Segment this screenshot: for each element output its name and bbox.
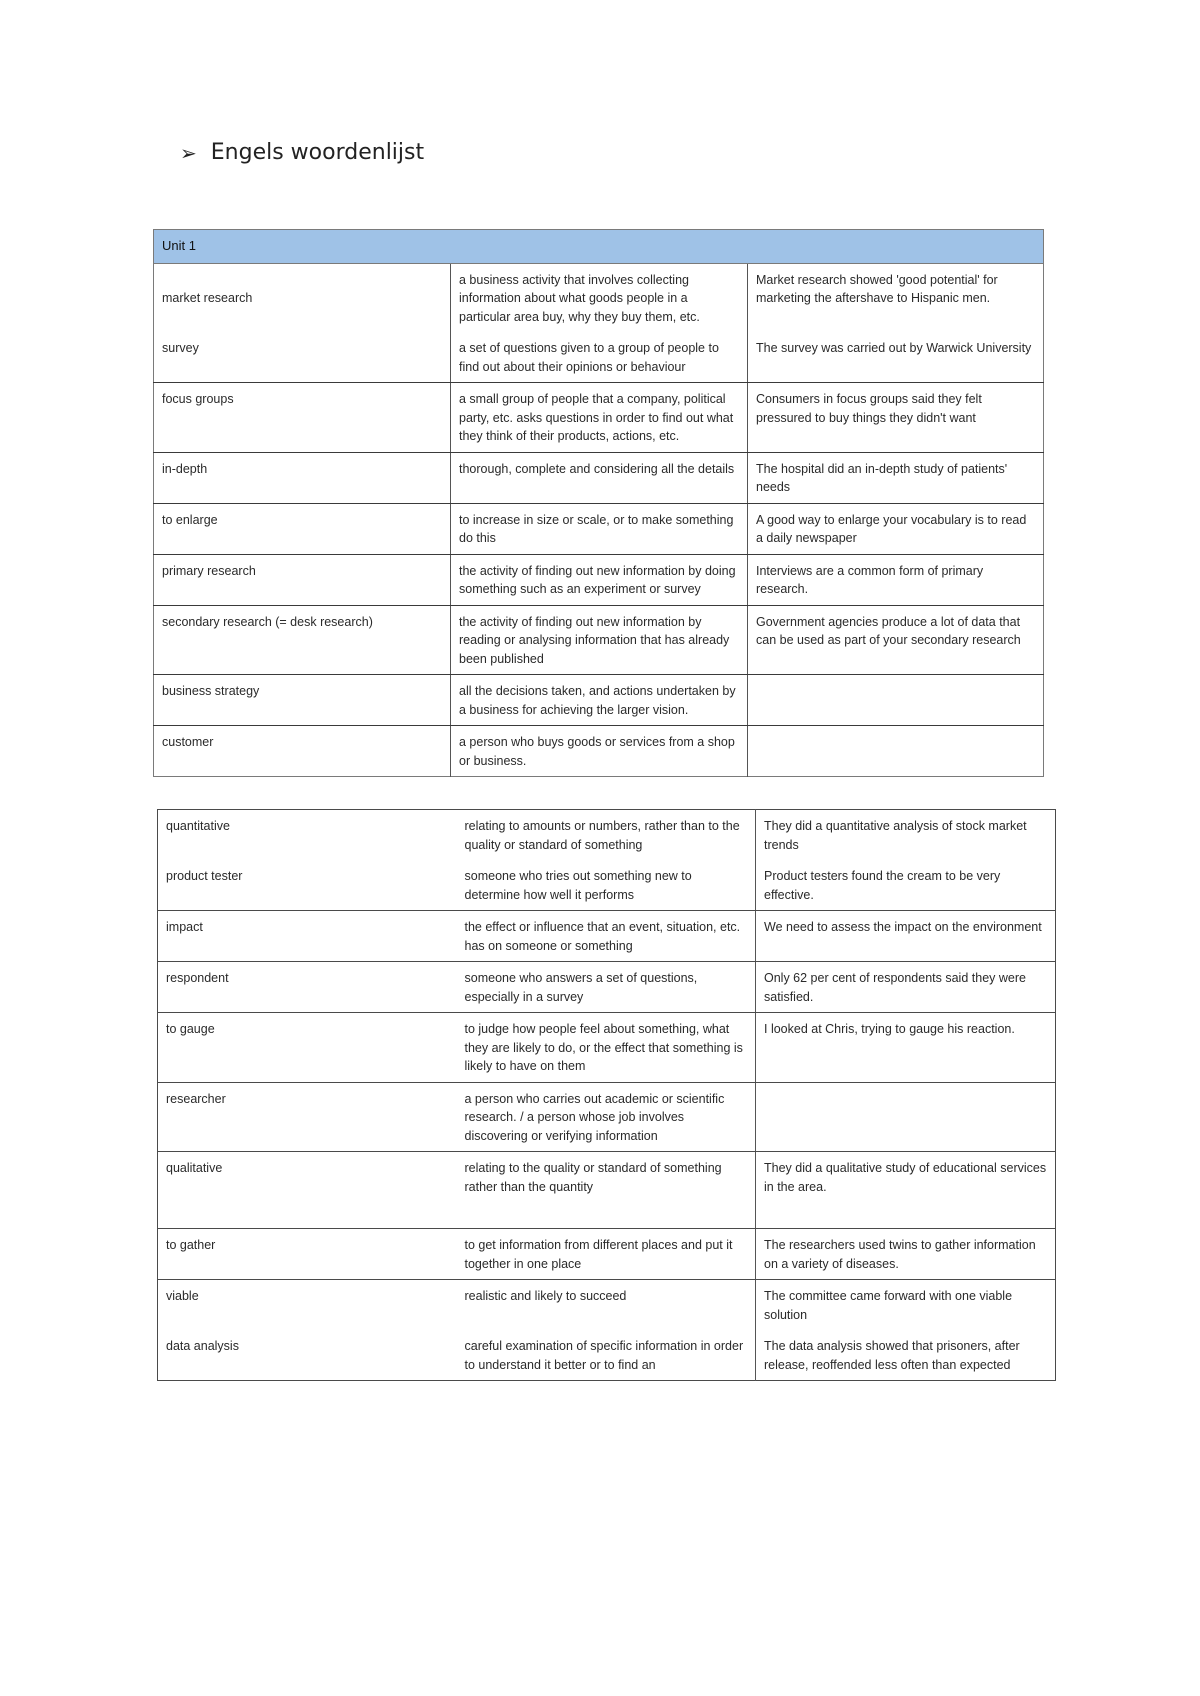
definition-cell: to increase in size or scale, or to make something do this [451,503,748,554]
example-cell: They did a quantitative analysis of stock market trends [764,819,1027,852]
definition-cell: the activity of finding out new information by reading or analysing information that has already been published [451,605,748,675]
example-cell: Consumers in focus groups said they felt pressured to buy things they didn't want [748,383,1044,453]
example-cell [748,726,1044,777]
definition-cell: all the decisions taken, and actions undertaken by a business for achieving the larger vision. [451,675,748,726]
term-cell: to gather [158,1229,457,1280]
table-row [158,1229,1056,1280]
term-cell: in-depth [154,452,451,503]
example-cell: Market research showed 'good potential' for marketing the aftershave to Hispanic men. [756,272,998,305]
example-cell: Only 62 per cent of respondents said they were satisfied. [756,962,1056,1013]
term-cell: market research [154,263,451,332]
example-cell: The data analysis showed that prisoners, after release, reoffended less often than expected [764,1339,1020,1372]
definition-cell: a person who carries out academic or scientific research. / a person whose job involves discovering or verifying information [457,1082,756,1152]
example-cell: Interviews are a common form of primary research. [748,554,1044,605]
term-cell: secondary research (= desk research) [154,605,451,675]
table-row [154,503,1044,554]
term-cell: to gauge [158,1013,457,1083]
table-row [154,726,1044,777]
example-cell [748,675,1044,726]
term-cell: product tester [158,860,457,911]
page-heading [180,140,424,165]
definition-cell: relating to amounts or numbers, rather than to the quality or standard of something [457,810,756,861]
definition-cell: relating to the quality or standard of something rather than the quantity [457,1152,756,1229]
table-row [158,860,1056,911]
term-cell: business strategy [154,675,451,726]
term-cell: respondent [158,962,457,1013]
definition-cell: careful examination of specific information in order to understand it better or to find an [457,1330,756,1381]
term-cell: quantitative [166,819,230,833]
unit-label: Unit 1 [154,230,1044,264]
term-cell: viable [166,1289,199,1303]
table-row [158,1013,1056,1083]
term-cell: to enlarge [154,503,451,554]
definition-cell: a business activity that involves collecting information about what goods people in a particular area buy, why they buy them, etc. [451,263,748,332]
definition-cell: a set of questions given to a group of people to find out about their opinions or behaviour [451,332,748,383]
table-row [154,605,1044,675]
arrow-bullet-icon: ➢ [180,140,197,165]
term-cell: survey [154,332,451,383]
definition-cell: to judge how people feel about something, what they are likely to do, or the effect that something is likely to have on them [457,1013,756,1083]
definition-cell: realistic and likely to succeed [457,1280,756,1331]
example-cell: I looked at Chris, trying to gauge his reaction. [756,1013,1056,1083]
table-row [154,452,1044,503]
example-cell: The committee came forward with one viable solution [764,1289,1013,1322]
term-cell: customer [154,726,451,777]
term-cell: qualitative [158,1152,457,1229]
term-cell: focus groups [154,383,451,453]
term-cell: primary research [154,554,451,605]
table-row [154,263,1044,332]
table-header-row [154,230,1044,264]
table-row [154,554,1044,605]
table-row [158,1280,1056,1331]
vocabulary-table-unit-1 [153,229,1044,777]
definition-cell: someone who answers a set of questions, especially in a survey [457,962,756,1013]
example-cell: Government agencies produce a lot of data that can be used as part of your secondary research [748,605,1044,675]
table-row [154,675,1044,726]
example-cell: A good way to enlarge your vocabulary is to read a daily newspaper [748,503,1044,554]
table-row [158,1330,1056,1381]
definition-cell: the effect or influence that an event, situation, etc. has on someone or something [457,911,756,962]
example-cell [756,1082,1056,1152]
table-row [158,1152,1056,1229]
table-row [154,383,1044,453]
term-cell: researcher [158,1082,457,1152]
example-cell: The survey was carried out by Warwick University [748,332,1044,383]
example-cell: Product testers found the cream to be very effective. [756,860,1056,911]
definition-cell: the activity of finding out new information by doing something such as an experiment or survey [451,554,748,605]
example-cell: They did a qualitative study of educational services in the area. [756,1152,1056,1229]
table-row [158,962,1056,1013]
table-row [154,332,1044,383]
definition-cell: to get information from different places and put it together in one place [457,1229,756,1280]
example-cell: The researchers used twins to gather information on a variety of diseases. [756,1229,1056,1280]
term-cell: data analysis [166,1339,239,1353]
page-title: Engels woordenlijst [210,140,425,165]
definition-cell: a small group of people that a company, political party, etc. asks questions in order to find out what they think of their products, actions, etc. [451,383,748,453]
example-cell: We need to assess the impact on the environment [756,911,1056,962]
example-cell: The hospital did an in-depth study of patients' needs [748,452,1044,503]
vocabulary-table-2 [157,809,1056,1381]
table-row [158,1082,1056,1152]
table-row [158,810,1056,861]
table-row [158,911,1056,962]
definition-cell: someone who tries out something new to determine how well it performs [457,860,756,911]
definition-cell: thorough, complete and considering all the details [451,452,748,503]
definition-cell: a person who buys goods or services from a shop or business. [451,726,748,777]
term-cell: impact [158,911,457,962]
